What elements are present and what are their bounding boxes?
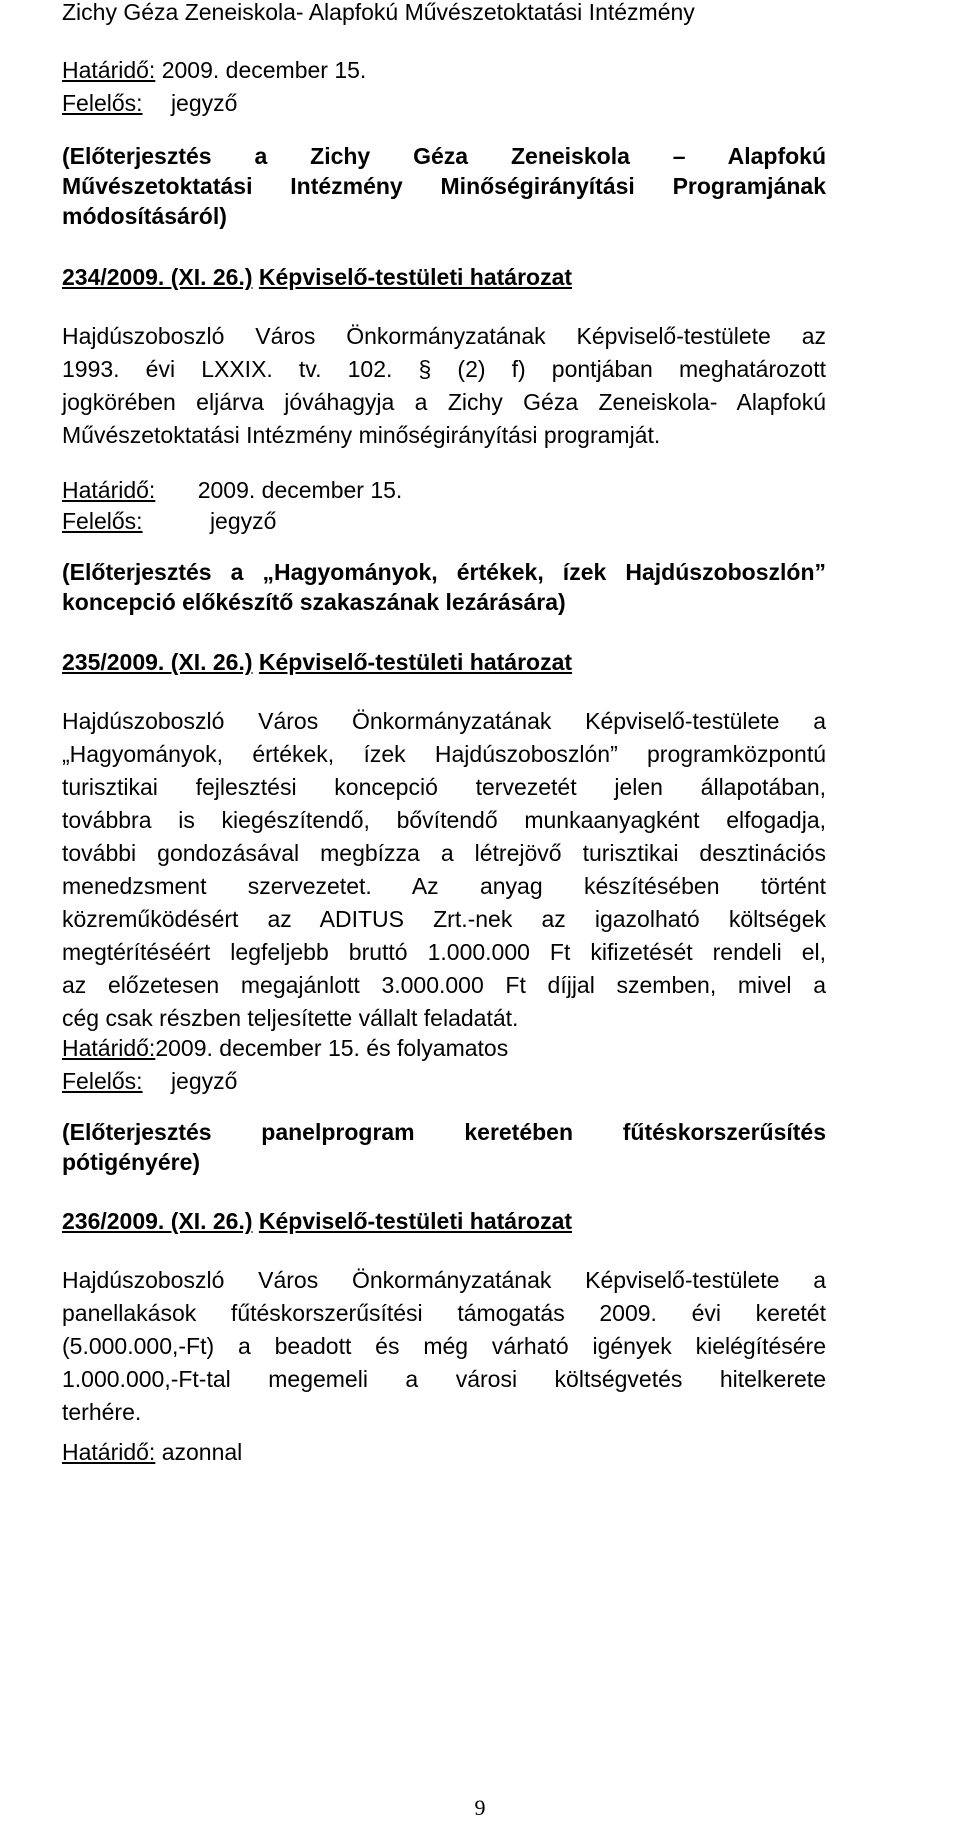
resolution-type: Képviselő-testületi határozat [258, 649, 573, 675]
responsible-label: Felelős: [62, 1068, 143, 1094]
resolution-number: 234/2009. (XI. 26.) [62, 264, 253, 290]
deadline-value: 2009. december 15. [197, 477, 403, 503]
deadline-label: Határidő: [62, 57, 156, 83]
responsible-line [62, 505, 276, 538]
deadline-line [62, 1032, 508, 1065]
responsible-value: jegyző [209, 508, 277, 534]
deadline-line [62, 474, 402, 507]
deadline-value: 2009. december 15. [161, 57, 367, 83]
deadline-label: Határidő: [62, 1439, 156, 1465]
deadline-value: 2009. december 15. és folyamatos [155, 1035, 509, 1061]
proposal-heading-1: (Előterjesztés a Zichy Géza Zeneiskola – Alapfokú Művészetoktatási Intézmény Minőségirányítási Programjának módosításáról) [62, 143, 826, 229]
proposal-heading-2: (Előterjesztés a „Hagyományok, értékek, ízek Hajdúszoboszlón” koncepció előkészítő szakaszának lezárására) [62, 559, 826, 615]
responsible-line [62, 87, 237, 120]
resolution-title-2 [62, 647, 572, 677]
deadline-label: Határidő: [62, 477, 156, 503]
page-number: 9 [474, 1795, 486, 1820]
deadline-line [62, 54, 366, 87]
responsible-value: jegyző [170, 1068, 238, 1094]
responsible-label: Felelős: [62, 90, 143, 116]
resolution-type: Képviselő-testületi határozat [258, 1208, 573, 1234]
responsible-label: Felelős: [62, 508, 143, 534]
resolution-body-1: Hajdúszoboszló Város Önkormányzatának Képviselő-testülete az 1993. évi LXXIX. tv. 102. § (2) f) pontjában meghatározott jogkörében eljárva jóváhagyja a Zichy Géza Zeneiskola- Alapfokú Művészetoktatási Intézmény minőségirányítási programját. [62, 323, 826, 448]
deadline-value: azonnal [161, 1439, 243, 1465]
resolution-body-2: Hajdúszoboszló Város Önkormányzatának Képviselő-testülete a „Hagyományok, értékek, ízek Hajdúszoboszlón” programközpontú turisztikai fejlesztési koncepció tervezetét jelen állapotában, továbbra is kiegészítendő, bővítendő munkaanyagként elfogadja, további gondozásával megbízza a létrejövő turisztikai desztinációs menedzsment szervezetet. Az anyag készítésében történt közreműködésért az ADITUS Zrt.-nek az igazolható költségek megtérítéséért legfeljebb bruttó 1.000.000 Ft kifizetését rendeli el, az előzetesen megajánlott 3.000.000 Ft díjjal szemben, mivel a cég csak részben teljesítette vállalt feladatát. [62, 708, 826, 1031]
institution-line: Zichy Géza Zeneiskola- Alapfokú Művészetoktatási Intézmény [62, 0, 695, 25]
resolution-title-3 [62, 1206, 572, 1236]
resolution-number: 235/2009. (XI. 26.) [62, 649, 253, 675]
resolution-number: 236/2009. (XI. 26.) [62, 1208, 253, 1234]
responsible-value: jegyző [170, 90, 238, 116]
resolution-body-3: Hajdúszoboszló Város Önkormányzatának Képviselő-testülete a panellakások fűtéskorszerűsítési támogatás 2009. évi keretét (5.000.000,-Ft) a beadott és még várható igények kielégítésére 1.000.000,-Ft-tal megemeli a városi költségvetés hitelkerete terhére. [62, 1267, 826, 1425]
responsible-line [62, 1065, 237, 1098]
resolution-type: Képviselő-testületi határozat [258, 264, 573, 290]
deadline-line [62, 1436, 242, 1469]
resolution-title-1 [62, 262, 572, 292]
deadline-label: Határidő: [62, 1035, 156, 1061]
proposal-heading-3: (Előterjesztés panelprogram keretében fűtéskorszerűsítés pótigényére) [62, 1119, 826, 1175]
